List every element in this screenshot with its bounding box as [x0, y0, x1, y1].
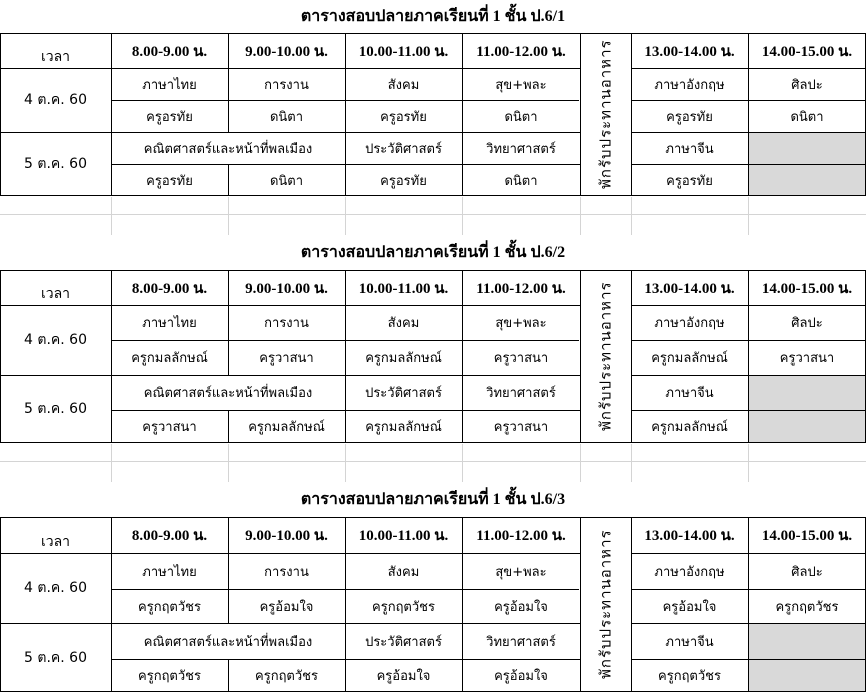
- subject-cell: ประวัติศาสตร์: [365, 386, 442, 401]
- proctor-cell: ครูอรทัย: [380, 109, 427, 125]
- section-title: ตารางสอบปลายภาคเรียนที่ 1 ชั้น ป.6/3: [300, 491, 566, 508]
- col-line: [345, 33, 346, 196]
- gap-gridline: [462, 197, 463, 235]
- proctor-cell: ครูกฤตวัชร: [372, 599, 435, 615]
- subject-cell: ภาษาอังกฤษ: [654, 316, 725, 331]
- subject-cell-merged: คณิตศาสตร์และหน้าที่พลเมือง: [143, 141, 313, 157]
- time-slot-header: 14.00-15.00 น.: [761, 280, 853, 297]
- time-slot-header: 9.00-10.00 น.: [245, 280, 328, 297]
- time-slot-header: 14.00-15.00 น.: [761, 528, 853, 544]
- col-line: [580, 33, 581, 196]
- proctor-cell: ครูกฤตวัชร: [138, 599, 201, 615]
- proctor-cell: ดนิตา: [269, 109, 304, 125]
- subject-cell: สังคม: [387, 564, 420, 580]
- subject-cell: ภาษาจีน: [665, 386, 714, 401]
- proctor-cell: ดนิตา: [269, 173, 304, 189]
- time-slot-header: 8.00-9.00 น.: [131, 528, 208, 544]
- proctor-cell: ครูวาสนา: [493, 420, 549, 435]
- subject-cell: ภาษาไทย: [142, 77, 197, 93]
- row-line: [0, 68, 580, 69]
- gap-gridline: [748, 197, 749, 235]
- subject-cell: การงาน: [264, 564, 309, 580]
- time-slot-header: 8.00-9.00 น.: [131, 43, 208, 60]
- gap-gridline: [111, 197, 112, 235]
- proctor-cell: ครูวาสนา: [779, 351, 835, 366]
- col-line: [228, 410, 229, 443]
- proctor-cell: ครูกมลลักษณ์: [131, 351, 208, 366]
- gap-gridline: [345, 197, 346, 235]
- subject-cell: สุข+พละ: [495, 316, 547, 331]
- subject-cell: วิทยาศาสตร์: [486, 141, 556, 157]
- subject-cell: ศิลปะ: [791, 77, 823, 93]
- col-line: [462, 270, 463, 443]
- gap-gridline: [345, 444, 346, 482]
- col-line: [228, 517, 229, 623]
- row-line: [0, 442, 866, 443]
- row-line: [0, 132, 580, 133]
- proctor-cell: ครูกฤตวัชร: [255, 669, 318, 684]
- lunch-break-label: พักรับประทานอาหาร: [596, 39, 615, 190]
- time-slot-header: 10.00-11.00 น.: [358, 280, 449, 297]
- proctor-cell: ครูกฤตวัชร: [138, 669, 201, 684]
- subject-cell: สังคม: [387, 77, 420, 93]
- col-line: [631, 270, 632, 443]
- empty-slot-cell: [749, 624, 865, 691]
- row-line: [0, 270, 866, 271]
- day-label: 4 ต.ค. 60: [24, 332, 87, 348]
- gap-gridline: [111, 444, 112, 482]
- time-slot-header: 11.00-12.00 น.: [476, 528, 566, 544]
- proctor-cell: ครูวาสนา: [493, 351, 549, 366]
- proctor-cell: ดนิตา: [790, 109, 824, 125]
- time-header: เวลา: [40, 286, 71, 302]
- subject-cell: สุข+พละ: [495, 77, 547, 93]
- proctor-cell: ครูอ้อมใจ: [376, 669, 431, 684]
- time-slot-header: 10.00-11.00 น.: [358, 43, 449, 60]
- col-line: [0, 270, 1, 443]
- subject-cell-merged: คณิตศาสตร์และหน้าที่พลเมือง: [143, 386, 313, 401]
- col-line: [345, 270, 346, 443]
- proctor-cell: ครูอรทัย: [666, 173, 713, 189]
- gap-gridline: [580, 444, 581, 482]
- proctor-cell: ครูอ้อมใจ: [494, 669, 548, 684]
- gap-gridline: [0, 214, 866, 215]
- col-line: [748, 270, 749, 443]
- proctor-cell: ครูกฤตวัชร: [658, 669, 721, 684]
- row-line: [0, 553, 580, 554]
- col-line: [345, 517, 346, 692]
- day-label: 4 ต.ค. 60: [24, 92, 87, 108]
- gap-gridline: [0, 461, 866, 462]
- time-slot-header: 13.00-14.00 น.: [644, 43, 735, 60]
- subject-cell: ประวัติศาสตร์: [365, 634, 442, 650]
- col-line: [462, 33, 463, 196]
- col-line: [631, 33, 632, 196]
- subject-cell: ภาษาอังกฤษ: [654, 564, 725, 580]
- subject-cell: ศิลปะ: [791, 564, 823, 580]
- proctor-cell: ครูกมลลักษณ์: [651, 420, 728, 435]
- col-line: [580, 270, 581, 443]
- col-line: [631, 517, 632, 692]
- subject-cell: ภาษาอังกฤษ: [654, 77, 725, 93]
- time-slot-header: 14.00-15.00 น.: [761, 43, 853, 60]
- proctor-cell: ครูวาสนา: [259, 351, 314, 366]
- subject-cell: ภาษาจีน: [665, 634, 714, 650]
- subject-cell: วิทยาศาสตร์: [486, 634, 556, 650]
- proctor-cell: ครูอ้อมใจ: [494, 599, 548, 615]
- col-line: [111, 517, 112, 692]
- proctor-cell: ครูกมลลักษณ์: [365, 351, 442, 366]
- gap-gridline: [228, 444, 229, 482]
- section-title: ตารางสอบปลายภาคเรียนที่ 1 ชั้น ป.6/1: [300, 8, 566, 25]
- proctor-cell: ครูกมลลักษณ์: [365, 420, 442, 435]
- col-line: [580, 517, 581, 692]
- col-line: [111, 33, 112, 196]
- time-slot-header: 13.00-14.00 น.: [644, 528, 735, 544]
- subject-cell: ภาษาไทย: [142, 316, 197, 331]
- subject-cell: สังคม: [387, 316, 420, 331]
- day-label: 5 ต.ค. 60: [24, 156, 87, 172]
- gap-gridline: [462, 444, 463, 482]
- row-line: [0, 375, 580, 376]
- subject-cell-merged: คณิตศาสตร์และหน้าที่พลเมือง: [143, 634, 313, 650]
- col-line: [228, 164, 229, 196]
- gap-gridline: [748, 444, 749, 482]
- subject-cell: การงาน: [264, 77, 309, 93]
- time-header: เวลา: [40, 534, 71, 550]
- gap-gridline: [631, 444, 632, 482]
- day-label: 4 ต.ค. 60: [24, 580, 87, 596]
- col-line: [228, 659, 229, 692]
- subject-cell: สุข+พละ: [495, 564, 547, 580]
- gap-gridline: [580, 197, 581, 235]
- time-slot-header: 9.00-10.00 น.: [245, 528, 328, 544]
- time-header: เวลา: [40, 49, 71, 65]
- proctor-cell: ครูอ้อมใจ: [662, 599, 717, 615]
- col-line: [748, 33, 749, 196]
- proctor-cell: ครูอรทัย: [666, 109, 713, 125]
- col-line: [111, 270, 112, 443]
- empty-slot-cell: [749, 376, 865, 442]
- proctor-cell: ครูอรทัย: [146, 173, 193, 189]
- col-line: [748, 517, 749, 692]
- subject-cell: ภาษาไทย: [142, 564, 197, 580]
- proctor-cell: ครูกมลลักษณ์: [248, 420, 325, 435]
- col-line: [0, 517, 1, 692]
- row-line: [0, 195, 866, 196]
- subject-cell: ภาษาจีน: [665, 141, 714, 157]
- lunch-break-label: พักรับประทานอาหาร: [596, 281, 615, 432]
- col-line: [228, 270, 229, 375]
- proctor-cell: ดนิตา: [504, 109, 538, 125]
- lunch-break-label: พักรับประทานอาหาร: [596, 529, 615, 680]
- gap-gridline: [228, 197, 229, 235]
- section-title: ตารางสอบปลายภาคเรียนที่ 1 ชั้น ป.6/2: [300, 244, 566, 261]
- time-slot-header: 13.00-14.00 น.: [644, 280, 735, 297]
- row-line: [0, 33, 866, 34]
- time-slot-header: 10.00-11.00 น.: [358, 528, 449, 544]
- proctor-cell: ครูอรทัย: [146, 109, 193, 125]
- col-line: [0, 33, 1, 196]
- proctor-cell: ครูอรทัย: [380, 173, 427, 189]
- proctor-cell: ครูกฤตวัชร: [775, 599, 839, 615]
- subject-cell: ประวัติศาสตร์: [365, 141, 442, 157]
- row-line: [0, 623, 580, 624]
- day-label: 5 ต.ค. 60: [24, 401, 87, 417]
- proctor-cell: ครูอ้อมใจ: [259, 599, 314, 615]
- row-line: [0, 517, 866, 518]
- day-label: 5 ต.ค. 60: [24, 649, 87, 666]
- time-slot-header: 9.00-10.00 น.: [245, 43, 328, 60]
- time-slot-header: 8.00-9.00 น.: [131, 280, 208, 297]
- gap-gridline: [631, 197, 632, 235]
- col-line: [228, 33, 229, 132]
- row-line: [0, 305, 580, 306]
- proctor-cell: ครูกมลลักษณ์: [651, 351, 728, 366]
- proctor-cell: ครูวาสนา: [142, 420, 197, 435]
- subject-cell: การงาน: [264, 316, 309, 331]
- proctor-cell: ดนิตา: [504, 173, 538, 189]
- col-line: [462, 517, 463, 692]
- time-slot-header: 11.00-12.00 น.: [476, 43, 566, 60]
- subject-cell: ศิลปะ: [791, 316, 823, 331]
- subject-cell: วิทยาศาสตร์: [486, 386, 556, 401]
- time-slot-header: 11.00-12.00 น.: [476, 280, 566, 297]
